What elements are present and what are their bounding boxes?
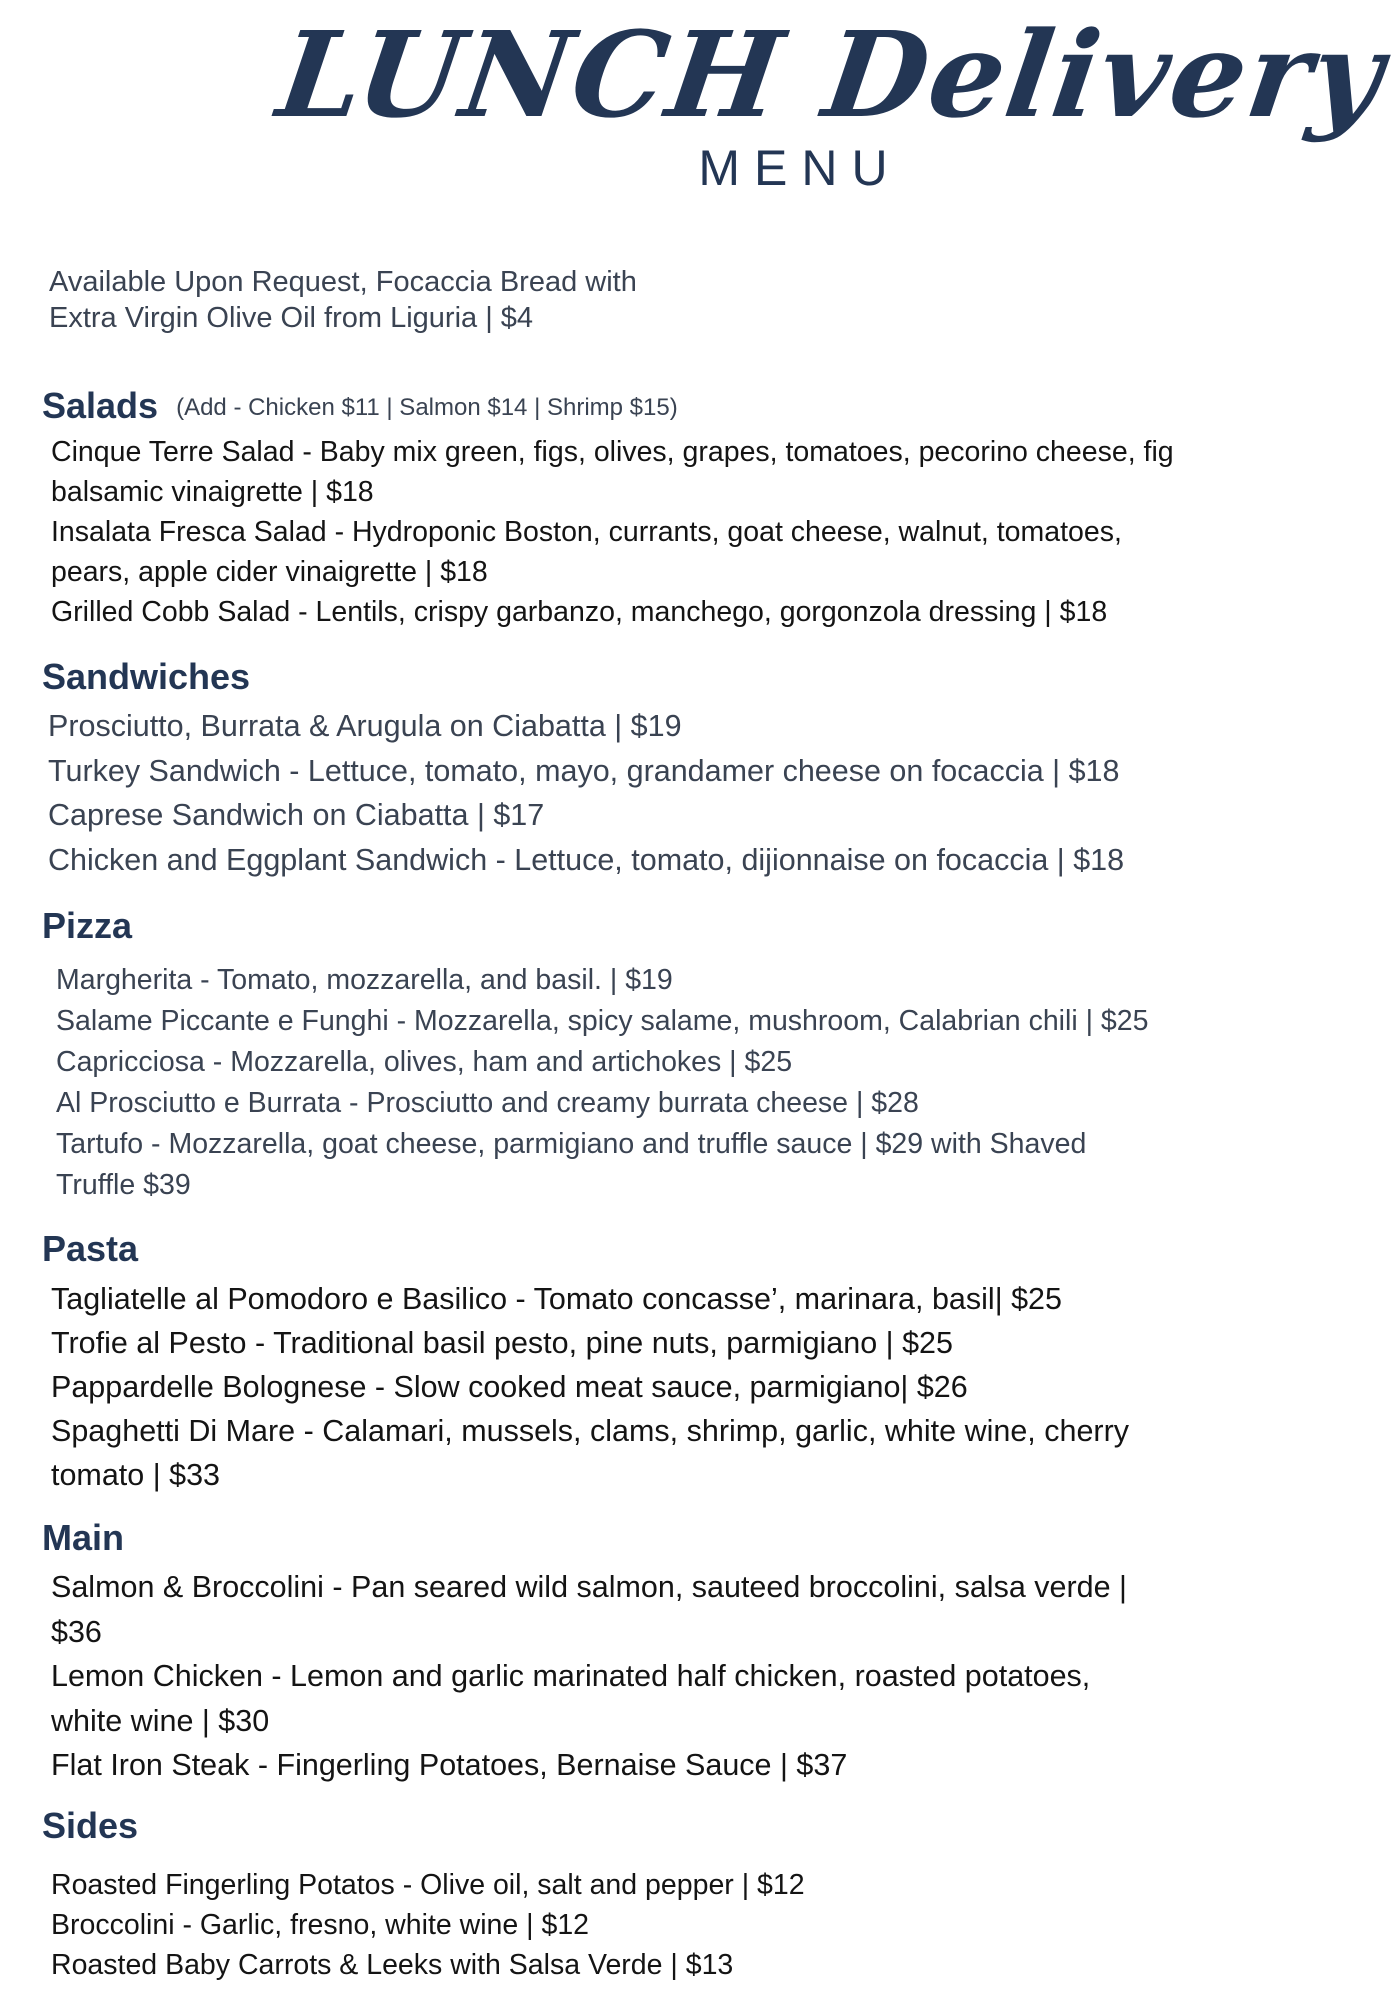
menu-item-line: Flat Iron Steak - Fingerling Potatoes, Bernaise Sauce | $37 bbox=[51, 1748, 848, 1782]
menu-title: LUNCH Delivery bbox=[270, 5, 1393, 144]
menu-item-line: Caprese Sandwich on Ciabatta | $17 bbox=[48, 798, 545, 832]
section-items-main bbox=[51, 1565, 1181, 1788]
menu-item-line: Insalata Fresca Salad - Hydroponic Boston, currants, goat cheese, walnut, tomatoes, bbox=[51, 516, 1122, 548]
section-items-sides bbox=[51, 1865, 1181, 1985]
menu-item-line: Truffle $39 bbox=[56, 1169, 191, 1201]
focaccia-note-line: Extra Virgin Olive Oil from Liguria | $4 bbox=[49, 302, 534, 334]
section-items-pizza bbox=[56, 960, 1186, 1206]
menu-item-line: Lemon Chicken - Lemon and garlic marinated half chicken, roasted potatoes, bbox=[51, 1659, 1091, 1693]
menu-item-line: Capricciosa - Mozzarella, olives, ham and artichokes | $25 bbox=[56, 1046, 793, 1078]
focaccia-note bbox=[49, 264, 749, 336]
menu-item-line: Pappardelle Bolognese - Slow cooked meat sauce, parmigiano| $26 bbox=[51, 1370, 968, 1404]
section-title-pizza: Pizza bbox=[42, 905, 133, 946]
salads-add-ons-note: (Add - Chicken $11 | Salmon $14 | Shrimp $15) bbox=[176, 394, 678, 421]
focaccia-note-line: Available Upon Request, Focaccia Bread with bbox=[49, 266, 637, 298]
menu-item-line: Roasted Fingerling Potatos - Olive oil, salt and pepper | $12 bbox=[51, 1869, 805, 1901]
menu-item-line: Cinque Terre Salad - Baby mix green, figs, olives, grapes, tomatoes, pecorino cheese, fig bbox=[51, 436, 1174, 468]
section-items-pasta bbox=[51, 1277, 1181, 1497]
menu-item-line: tomato | $33 bbox=[51, 1458, 221, 1492]
menu-item-line: balsamic vinaigrette | $18 bbox=[51, 476, 374, 508]
section-title-pasta: Pasta bbox=[42, 1228, 139, 1269]
menu-item-line: pears, apple cider vinaigrette | $18 bbox=[51, 556, 488, 588]
menu-item-line: Spaghetti Di Mare - Calamari, mussels, clams, shrimp, garlic, white wine, cherry bbox=[51, 1414, 1129, 1448]
menu-item-line: Broccolini - Garlic, fresno, white wine | $12 bbox=[51, 1909, 590, 1941]
menu-subtitle: MENU bbox=[698, 140, 902, 196]
menu-item-line: Tagliatelle al Pomodoro e Basilico - Tomato concasse’, marinara, basil| $25 bbox=[51, 1282, 1062, 1316]
menu-item-line: Chicken and Eggplant Sandwich - Lettuce, tomato, dijionnaise on focaccia | $18 bbox=[48, 842, 1125, 877]
menu-item-line: white wine | $30 bbox=[51, 1703, 270, 1738]
menu-item-line: Salame Piccante e Funghi - Mozzarella, spicy salame, mushroom, Calabrian chili | $25 bbox=[56, 1005, 1149, 1037]
menu-item-line: Grilled Cobb Salad - Lentils, crispy garbanzo, manchego, gorgonzola dressing | $18 bbox=[51, 596, 1108, 628]
section-items-sandwiches bbox=[48, 704, 1178, 882]
menu-item-line: Prosciutto, Burrata & Arugula on Ciabatta | $19 bbox=[48, 709, 682, 743]
section-title-sandwiches: Sandwiches bbox=[42, 656, 251, 697]
section-title-main: Main bbox=[42, 1517, 125, 1558]
menu-item-line: Roasted Baby Carrots & Leeks with Salsa Verde | $13 bbox=[51, 1949, 734, 1981]
menu-item-line: Trofie al Pesto - Traditional basil pesto, pine nuts, parmigiano | $25 bbox=[51, 1326, 953, 1360]
section-title-salads bbox=[42, 384, 678, 430]
section-items-salads bbox=[51, 432, 1181, 632]
section-title-sides: Sides bbox=[42, 1805, 139, 1846]
menu-item-line: Margherita - Tomato, mozzarella, and basil. | $19 bbox=[56, 964, 673, 996]
menu-item-line: Al Prosciutto e Burrata - Prosciutto and creamy burrata cheese | $28 bbox=[56, 1087, 919, 1119]
section-title-label: Salads bbox=[42, 385, 159, 426]
menu-item-line: Tartufo - Mozzarella, goat cheese, parmigiano and truffle sauce | $29 with Shaved bbox=[56, 1128, 1087, 1160]
menu-item-line: Turkey Sandwich - Lettuce, tomato, mayo, grandamer cheese on focaccia | $18 bbox=[48, 753, 1120, 788]
menu-item-line: Salmon & Broccolini - Pan seared wild salmon, sauteed broccolini, salsa verde | bbox=[51, 1570, 1127, 1604]
menu-item-line: $36 bbox=[51, 1614, 102, 1649]
